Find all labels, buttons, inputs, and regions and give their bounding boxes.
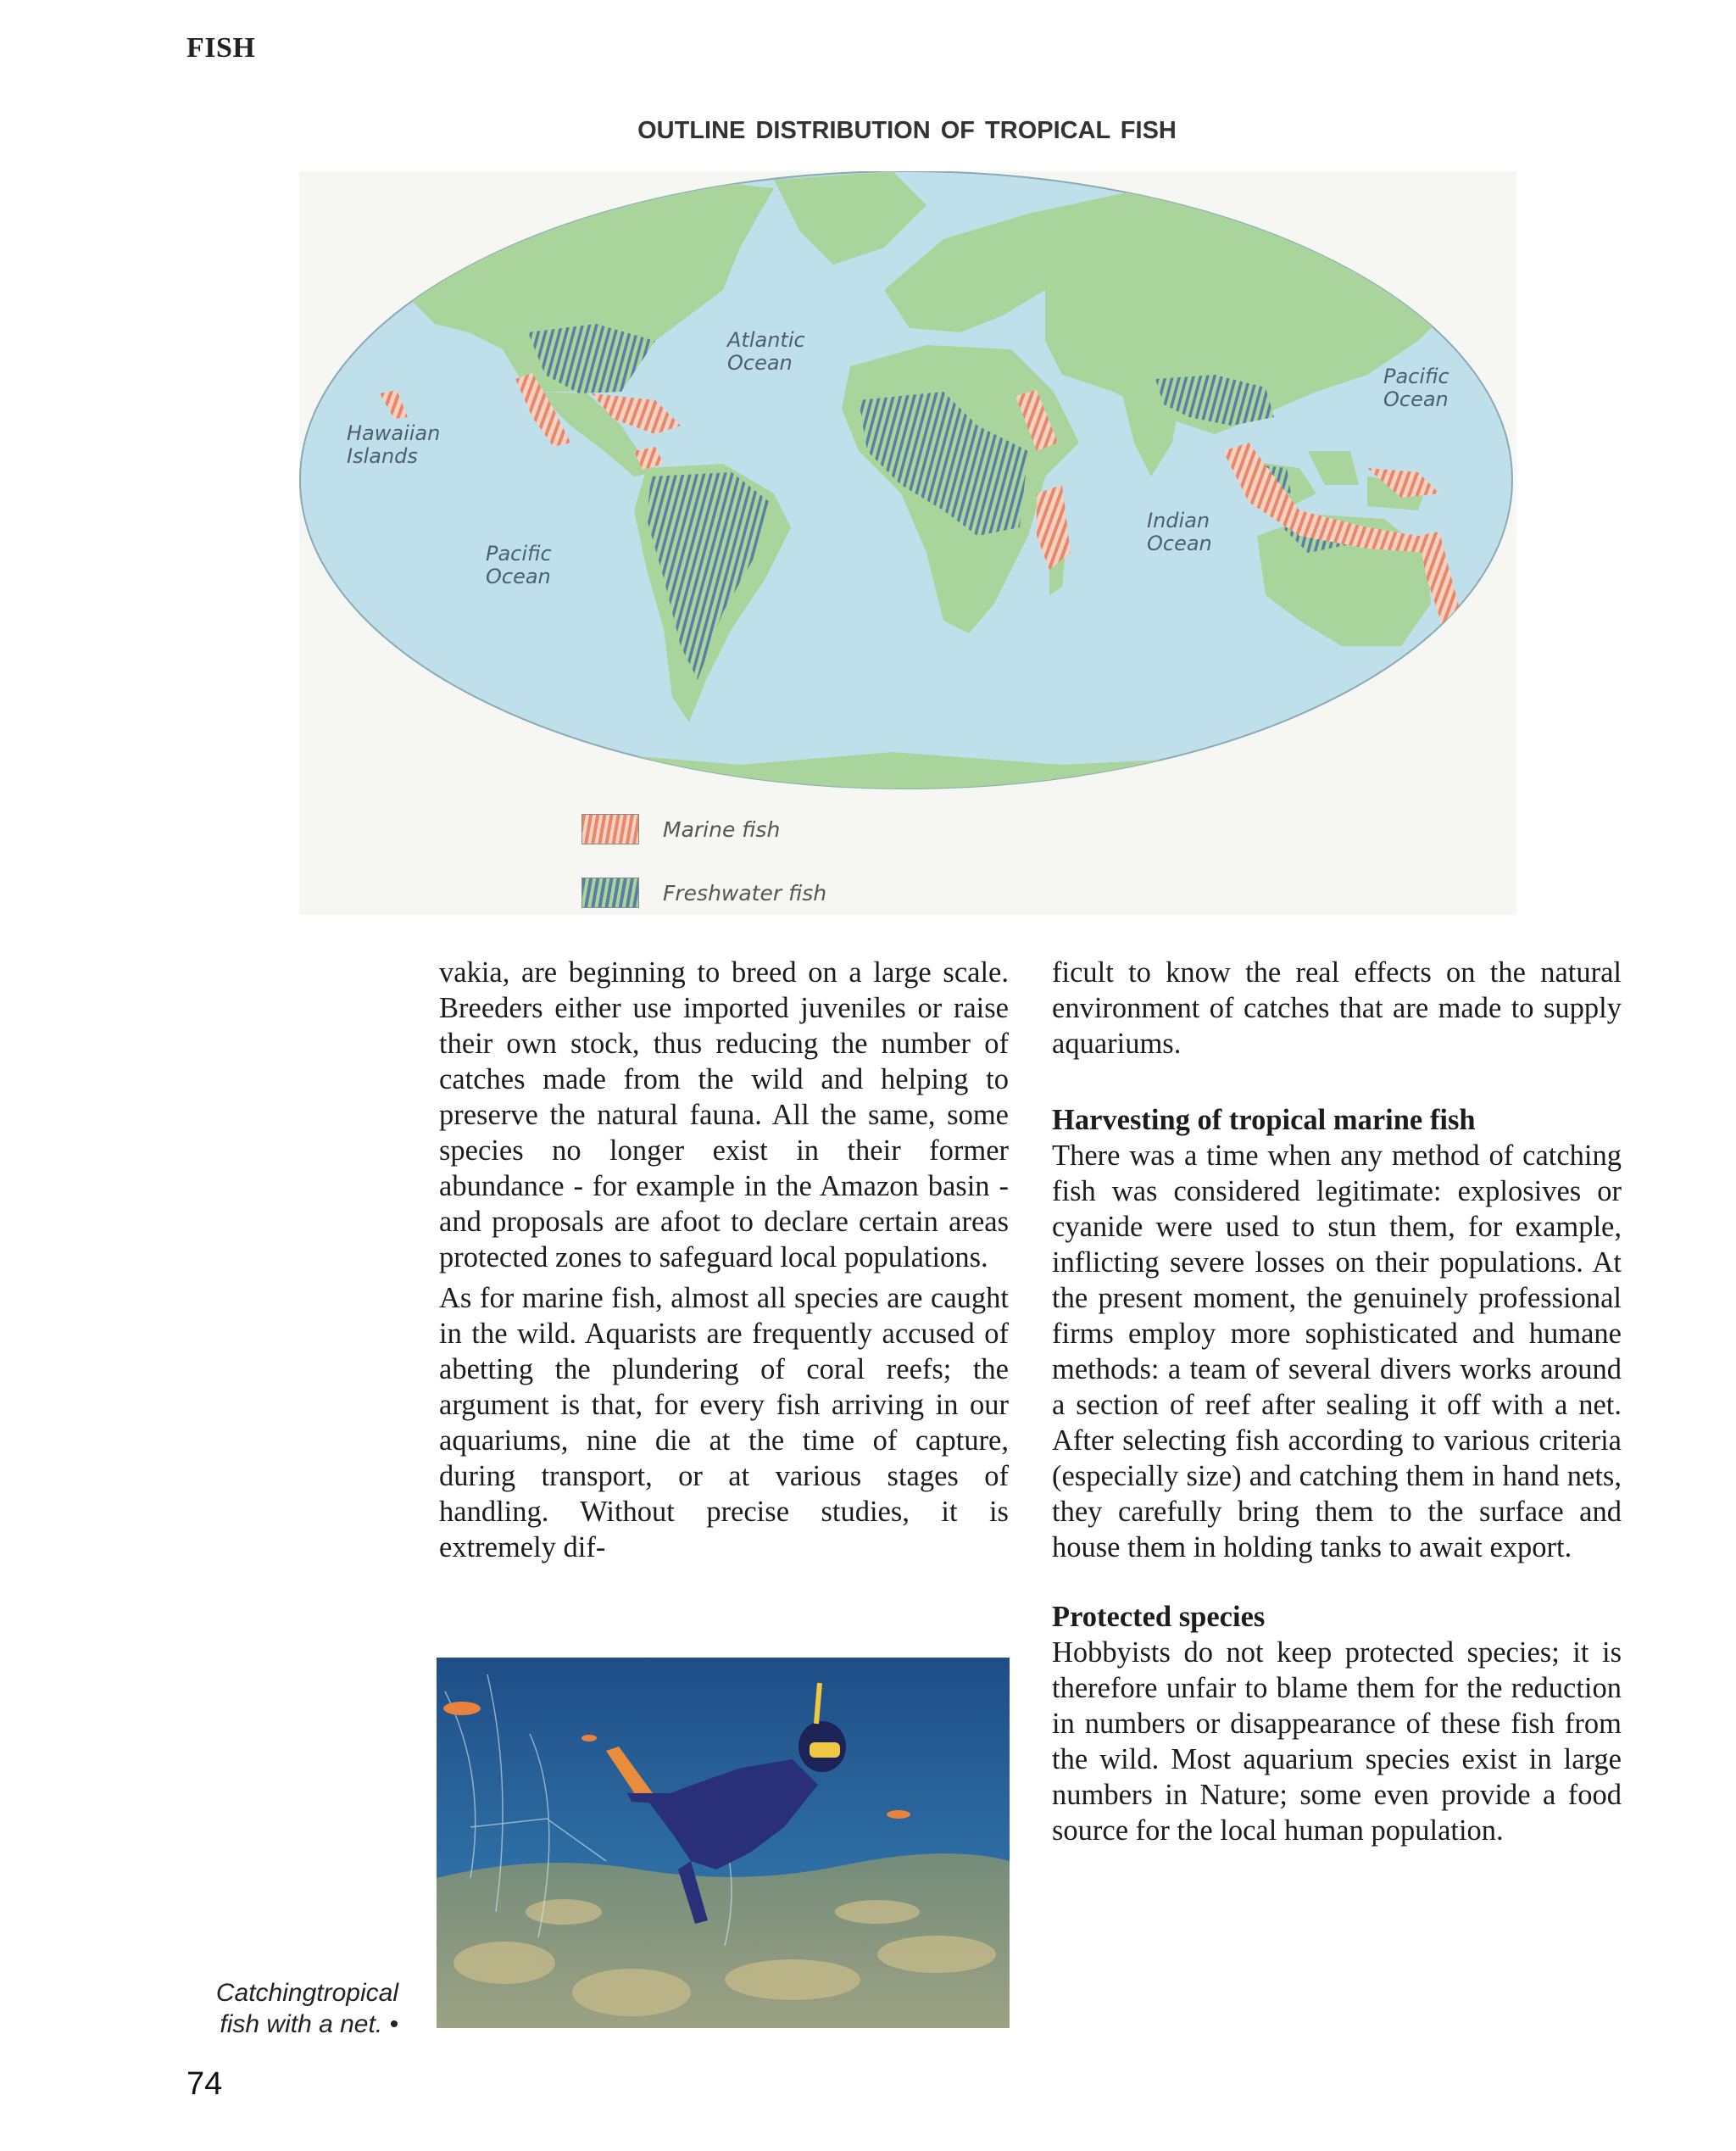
pacific-west-label-line2: Ocean xyxy=(486,565,551,588)
freshwater-swatch-icon xyxy=(581,878,639,908)
page-number: 74 xyxy=(186,2066,223,2102)
pacific-west-label-line1: Pacific xyxy=(486,542,552,566)
atlantic-ocean-label xyxy=(727,329,805,375)
paragraph-breeding: vakia, are beginning to breed on a large scale. Breeders either use imported juveniles or raise their own stock, thus reducing the number of catches made from the wild and helping to preserve the natural fauna. All the same, some species no longer exist in their former abundance - for example in the Amazon basin - and proposals are afoot to declare certain areas protected zones to safeguard local populations. xyxy=(439,956,1009,1273)
pacific-ocean-east-label xyxy=(1383,365,1449,411)
atlantic-label-line1: Atlantic xyxy=(727,328,805,352)
pacific-ocean-west-label xyxy=(486,543,552,588)
legend-freshwater xyxy=(581,876,826,910)
antarctica-landmass xyxy=(299,752,1516,915)
caption-line-1: Catchingtropical xyxy=(215,1979,398,2007)
spacer xyxy=(1052,1067,1622,1102)
pacific-east-label-line2: Ocean xyxy=(1383,387,1449,411)
spacer xyxy=(1052,1570,1622,1599)
world-map-figure xyxy=(299,171,1516,915)
photo-caption xyxy=(170,1977,398,2040)
caption-line-2: fish with a net. • xyxy=(220,2010,398,2038)
legend-freshwater-label: Freshwater fish xyxy=(663,880,827,906)
paragraph-marine-fish: As for marine fish, almost all species are caught in the wild. Aquarists are frequently accused of abetting the plundering of coral reefs; the argument is that, for every fish arriving in our aquariums, nine die at the time of capture, during transport, or at various stages of handling. Without precise studies, it is extremely dif- xyxy=(439,1282,1009,1563)
diver-photo-illustration xyxy=(437,1658,1010,2028)
figure-title: OUTLINE DISTRIBUTION OF TROPICAL FISH xyxy=(637,117,1177,144)
heading-harvesting: Harvesting of tropical marine fish xyxy=(1052,1104,1476,1136)
hawaiian-islands-label xyxy=(347,422,440,468)
diver-photo xyxy=(437,1658,1010,2028)
marine-swatch-icon xyxy=(581,814,639,844)
world-map xyxy=(299,171,1516,915)
legend-marine xyxy=(581,812,780,846)
hawaiian-label-line1: Hawaiian xyxy=(347,421,441,445)
right-column xyxy=(1052,955,1622,1853)
indian-label-line1: Indian xyxy=(1147,509,1210,532)
left-column xyxy=(439,955,1009,1570)
running-head: FISH xyxy=(186,32,256,64)
indian-label-line2: Ocean xyxy=(1147,532,1212,555)
heading-protected-species: Protected species xyxy=(1052,1601,1266,1633)
atlantic-label-line2: Ocean xyxy=(727,351,793,375)
paragraph-harvesting: There was a time when any method of catching fish was considered legitimate: explosives or cyanide were used to stun them, for example, inflicting severe losses on their populations. At the present moment, the genuinely professional firms employ more sophisticated and humane methods: a team of several divers works around a section of reef after sealing it off with a net. After selecting fish according to various criteria (especially size) and catching them in hand nets, they carefully bring them to the surface and house them in holding tanks to await export. xyxy=(1052,1140,1622,1563)
indian-ocean-label xyxy=(1147,510,1212,555)
pacific-east-label-line1: Pacific xyxy=(1383,365,1449,388)
paragraph-protected-species: Hobbyists do not keep protected species; it is therefore unfair to blame them for the reduction in numbers or disappearance of these fish from the wild. Most aquarium species exist in large numbers in Nature; some even provide a food source for the local human population. xyxy=(1052,1636,1622,1847)
legend-marine-label: Marine fish xyxy=(663,816,781,842)
hawaiian-label-line2: Islands xyxy=(347,444,418,468)
paragraph-continuation: ficult to know the real effects on the natural environment of catches that are made to supply aquariums. xyxy=(1052,956,1622,1060)
